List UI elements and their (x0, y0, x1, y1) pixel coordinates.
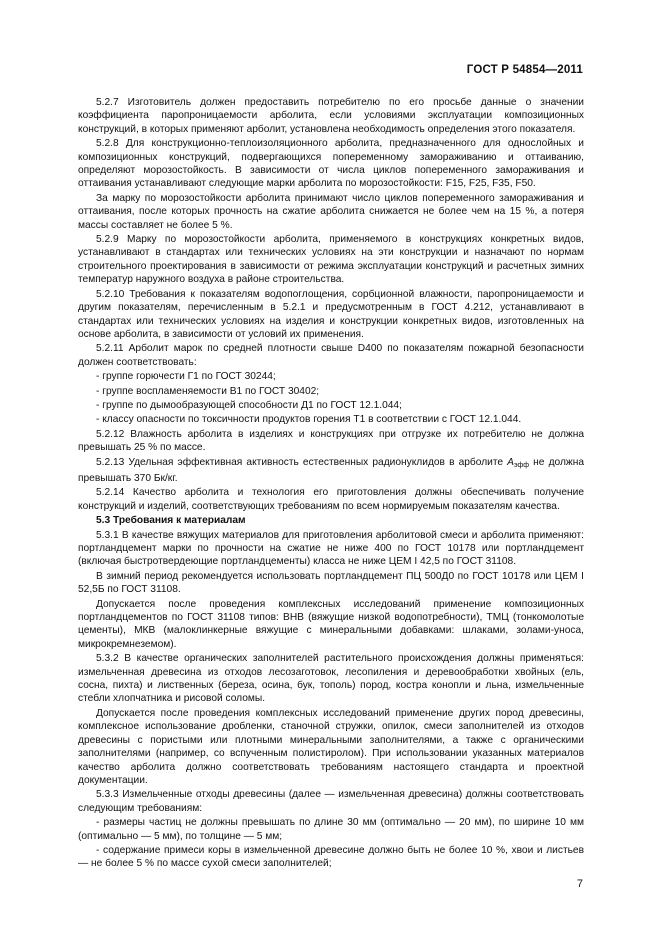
paragraph-5-2-8: 5.2.8 Для конструкционно-теплоизоляционного арболита, предназначенного для однослойных и композиционных конструкций, подвергающихся попеременному замораживанию и оттаиванию, определяют морозостойкость. В зависимости от числа циклов попеременного замораживания и оттаивания устанавливают следующие марки арболита по морозостойкости: F15, F25, F35, F50. (78, 138, 584, 190)
paragraph-5-2-9: 5.2.9 Марку по морозостойкости арболита, применяемого в конструкциях конкретных видов, устанавливают в стандартах или технических условиях на эти конструкции и назначают по нормам строительного проектирования в зависимости от режима эксплуатации конструкций и расчетных зимних температур наружного воздуха в районе строительства. (78, 234, 584, 286)
paragraph-5-2-7: 5.2.7 Изготовитель должен предоставить потребителю по его просьбе данные о значении коэффициента паропроницаемости арболита, если условиями эксплуатации композиционных конструкций, в которых применяют арболит, установлена необходимость определения этого показателя. (78, 97, 584, 135)
list-item-particle-size: - размеры частиц не должны превышать по длине 30 мм (оптимально — 20 мм), по ширине 10 мм (оптимально — 5 мм), по толщине — 5 мм; (78, 817, 584, 842)
paragraph-5-2-12: 5.2.12 Влажность арболита в изделиях и конструкциях при отгрузке их потребителю не должна превышать 25 % по массе. (78, 428, 584, 454)
symbol-subscript: эфф (513, 461, 530, 469)
section-heading-5-3: 5.3 Требования к материалам (96, 515, 246, 527)
paragraph-5-2-10: 5.2.10 Требования к показателям водопоглощения, сорбционной влажности, паропроницаемости и другим показателям, перечисленным в 5.2.1 и предусмотренным в ГОСТ 4.212, устанавливают в стандартах или технических условиях на изделия и конструкции конкретных видов, изготовленных на основе арболита, в зависимости от условий их применения. (78, 288, 584, 340)
paragraph-5-2-13 (78, 456, 584, 486)
list-item-ignitability: - группе воспламеняемости В1 по ГОСТ 30402; (96, 385, 320, 397)
paragraph-5-2-14: 5.2.14 Качество арболита и технология его приготовления должны обеспечивать получение конструкций и изделий, соответствующих требованиям по всем нормируемым показателям качества. (78, 487, 584, 512)
document-body (78, 96, 584, 872)
text-5-2-13-after: не должна превышать 370 Бк/кг. (78, 456, 585, 484)
list-item-bark-content: - содержание примеси коры в измельченной древесине должно быть не более 10 %, хвои и листьев — не более 5 % по массе сухой смеси заполнителей; (78, 844, 584, 870)
paragraph-5-2-11: 5.2.11 Арболит марок по средней плотности свыше D400 по показателям пожарной безопасности должен соответствовать: (78, 343, 584, 368)
paragraph-composite-cements: Допускается после проведения комплексных исследований применение композиционных портландцементов по ГОСТ 31108 типов: ВНВ (вяжущие низкой водопотребности), ТМЦ (тонкомолотые цементы), МКВ (малоклинкерные вяжущие с минеральными добавками: шлаками, золами-уноса, микрокремнеземом). (78, 598, 584, 650)
document-header: ГОСТ Р 54854—2011 (466, 64, 583, 76)
list-item-toxicity: - классу опасности по токсичности продуктов горения Т1 в соответствии с ГОСТ 12.1.044. (96, 414, 522, 426)
paragraph-5-3-2: 5.3.2 В качестве органических заполнителей растительного происхождения должны применяться: измельченная древесина из отходов лесозаготовок, лесопиления и деревообработки хвойных (ель, сосна, пихта) и лиственных (береза, осина, бук, тополь) пород, костра конопли и льна, измельченные стебли хлопчатника и рисовой соломы. (78, 653, 584, 705)
symbol-a: А (507, 456, 514, 468)
paragraph-other-woods: Допускается после проведения комплексных исследований применение других пород древесины, комплексное использование дробленки, станочной стружки, опилок, смеси заполнителей из отходов древесины с пористыми или плотными минеральными заполнителями, а также с органическими заполнителями (например, со вспученным полистиролом). При использовании указанных материалов качество арболита должно соответствовать требованиям настоящего стандарта и проектной документации. (78, 707, 584, 786)
list-item-smoke: - группе по дымообразующей способности Д1 по ГОСТ 12.1.044; (96, 399, 402, 411)
page-number: 7 (576, 878, 583, 890)
paragraph-5-3-3: 5.3.3 Измельченные отходы древесины (далее — измельченная древесина) должны соответствовать следующим требованиям: (78, 789, 584, 814)
paragraph-winter: В зимний период рекомендуется использовать портландцемент ПЦ 500Д0 по ГОСТ 10178 или ЦЕМ I 52,5Б по ГОСТ 31108. (78, 570, 584, 596)
text-5-2-13-before: 5.2.13 Удельная эффективная активность естественных радионуклидов в арболите (96, 456, 508, 468)
list-item-flammability: - группе горючести Г1 по ГОСТ 30244; (96, 371, 276, 383)
paragraph-5-3-1: 5.3.1 В качестве вяжущих материалов для приготовления арболитовой смеси и арболита применяют: портландцемент марки по прочности на сжатие не ниже 400 по ГОСТ 10178 или портландцемент (включая быстротвердеющие портландцементы) класса не ниже ЦЕМ I 42,5 по ГОСТ 31108. (78, 529, 584, 568)
paragraph-frost-definition: За марку по морозостойкости арболита принимают число циклов попеременного замораживания и оттаивания, после которых прочность на сжатие арболита снижается не более чем на 15 %, а потеря массы составляет не более 5 %. (78, 192, 584, 231)
